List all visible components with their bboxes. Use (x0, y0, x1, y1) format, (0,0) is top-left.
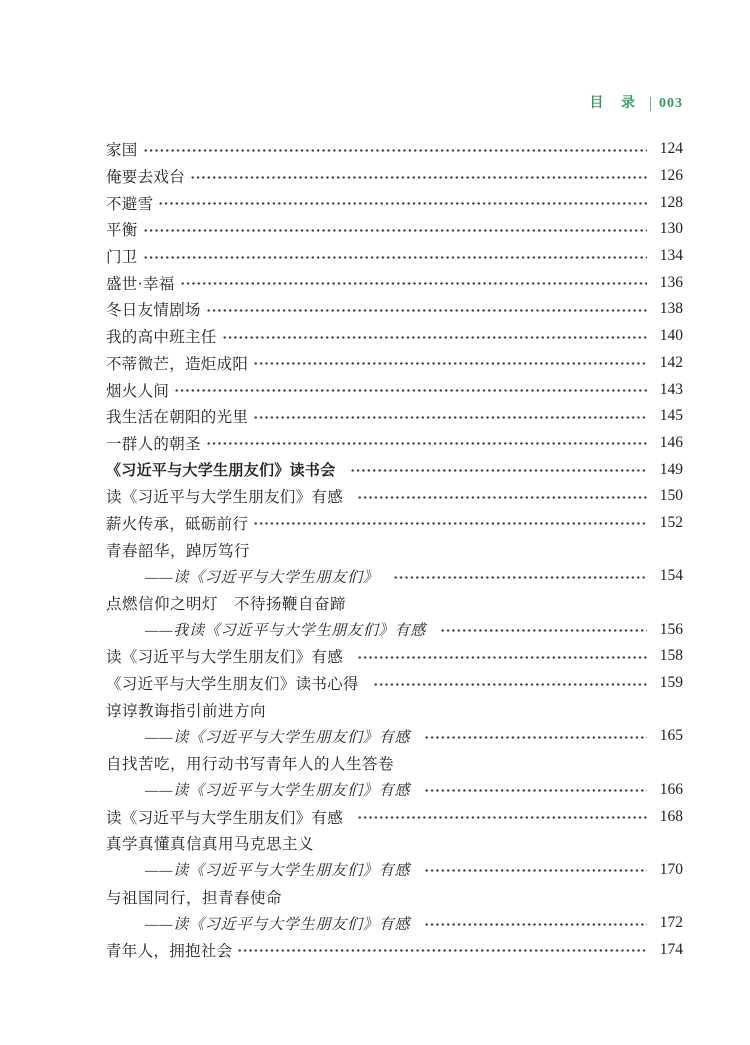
toc-page-number: 140 (659, 327, 683, 345)
toc-row (106, 616, 683, 643)
toc-entry-label: 与祖国同行，担青春使命 (106, 889, 283, 907)
toc-page-number: 128 (659, 193, 683, 211)
dotted-leader (174, 386, 647, 395)
toc-entry-label: 不蒂微芒，造炬成阳 (106, 355, 249, 373)
dotted-leader (424, 733, 647, 742)
toc-entry-label: 门卫 (106, 249, 138, 267)
toc-page-number: 150 (659, 487, 683, 505)
toc-entry-label: 青年人，拥抱社会 (106, 942, 233, 960)
toc-entry-label: ——读《习近平与大学生朋友们》有感 (145, 729, 411, 746)
toc-entry-label: ——读《习近平与大学生朋友们》有感 (145, 916, 411, 933)
toc-entry-label: ——读《习近平与大学生朋友们》有感 (145, 863, 411, 880)
toc-entry-label: 不避雪 (106, 195, 154, 213)
dotted-leader (253, 519, 647, 528)
toc-entry-label: 读《习近平与大学生朋友们》有感 (106, 489, 344, 507)
toc-row (106, 536, 683, 563)
toc-entry-label: 自找苦吃，用行动书写青年人的人生答卷 (106, 756, 395, 774)
toc-row (106, 456, 683, 483)
toc-entry-label: 《习近平与大学生朋友们》读书心得 (106, 676, 359, 694)
toc-row (106, 403, 683, 430)
toc-row (106, 243, 683, 270)
dotted-leader (190, 173, 647, 182)
toc-row (106, 590, 683, 617)
toc-row (106, 803, 683, 830)
dotted-leader (143, 146, 647, 155)
toc-entry-label: 一群人的朝圣 (106, 435, 201, 453)
toc-row (106, 323, 683, 350)
dotted-leader (253, 359, 647, 368)
toc-entry-label: 冬日友情剧场 (106, 302, 201, 320)
toc-entry-label: 读《习近平与大学生朋友们》有感 (106, 809, 344, 827)
toc-entry-label: 俺要去戏台 (106, 169, 186, 187)
toc-page-number: 124 (659, 140, 683, 158)
toc-row (106, 857, 683, 884)
toc-entry-label: 真学真懂真信真用马克思主义 (106, 836, 315, 854)
toc-page-number: 174 (659, 940, 683, 958)
toc-row (106, 723, 683, 750)
toc-row (106, 269, 683, 296)
toc-row (106, 163, 683, 190)
dotted-leader (424, 920, 647, 929)
toc-row (106, 750, 683, 777)
dotted-leader (143, 226, 647, 235)
dotted-leader (158, 199, 647, 208)
toc-row (106, 910, 683, 937)
toc-entry-label: 我的高中班主任 (106, 329, 217, 347)
toc-page-number: 134 (659, 247, 683, 265)
toc-row (106, 937, 683, 964)
toc-entry-label: 家国 (106, 142, 138, 160)
dotted-leader (357, 813, 647, 822)
toc-entry-label: 《习近平与大学生朋友们》读书会 (106, 462, 336, 480)
toc-entry-label: 薪火传承，砥砺前行 (106, 515, 249, 533)
toc-page-number: 130 (659, 220, 683, 238)
dotted-leader (357, 653, 647, 662)
dotted-leader (222, 333, 647, 342)
toc-row (106, 696, 683, 723)
toc-page-number: 158 (659, 647, 683, 665)
toc-page-number: 146 (659, 433, 683, 451)
toc-entry-label: ——读《习近平与大学生朋友们》 (145, 569, 379, 586)
toc-list (106, 136, 683, 963)
toc-row (106, 350, 683, 377)
toc-entry-label: 谆谆教诲指引前进方向 (106, 702, 267, 720)
toc-entry-label: 读《习近平与大学生朋友们》有感 (106, 649, 344, 667)
toc-row (106, 883, 683, 910)
toc-entry-label: 盛世·幸福 (106, 275, 175, 293)
toc-row (106, 830, 683, 857)
toc-page-number: 136 (659, 273, 683, 291)
toc-header-title: 目 录 (589, 96, 642, 111)
toc-page-number: 152 (659, 513, 683, 531)
dotted-leader (206, 306, 647, 315)
header-separator (650, 97, 651, 111)
dotted-leader (180, 279, 647, 288)
dotted-leader (253, 413, 647, 422)
toc-row (106, 430, 683, 457)
toc-entry-label: 点燃信仰之明灯 不待扬鞭自奋蹄 (106, 596, 347, 614)
dotted-leader (206, 439, 647, 448)
toc-page-number: 165 (659, 727, 683, 745)
toc-page-number: 170 (659, 860, 683, 878)
toc-page-number: 154 (659, 567, 683, 585)
dotted-leader (393, 573, 647, 582)
dotted-leader (237, 946, 647, 955)
toc-entry-label: ——我读《习近平与大学生朋友们》有感 (145, 623, 427, 640)
toc-page-number: 145 (659, 407, 683, 425)
toc-page-number: 156 (659, 620, 683, 638)
toc-page-number: 138 (659, 300, 683, 318)
toc-row (106, 670, 683, 697)
header-page-number: 003 (659, 96, 683, 111)
toc-row (106, 643, 683, 670)
toc-entry-label: 我生活在朝阳的光里 (106, 409, 249, 427)
toc-entry-label: 烟火人间 (106, 382, 170, 400)
dotted-leader (373, 680, 647, 689)
toc-page-number: 149 (659, 460, 683, 478)
toc-row (106, 136, 683, 163)
dotted-leader (424, 786, 647, 795)
toc-page-number: 159 (659, 674, 683, 692)
toc-row (106, 189, 683, 216)
toc-row (106, 510, 683, 537)
toc-row (106, 296, 683, 323)
toc-page-number: 168 (659, 807, 683, 825)
toc-page-number: 166 (659, 780, 683, 798)
toc-entry-label: 青春韶华，踔厉笃行 (106, 542, 251, 560)
dotted-leader (440, 626, 647, 635)
toc-row (106, 777, 683, 804)
toc-page-number: 126 (659, 167, 683, 185)
toc-page-number: 143 (659, 380, 683, 398)
toc-row (106, 563, 683, 590)
toc-row (106, 483, 683, 510)
dotted-leader (424, 866, 647, 875)
dotted-leader (357, 493, 647, 502)
toc-row (106, 376, 683, 403)
dotted-leader (143, 253, 647, 262)
toc-row (106, 216, 683, 243)
toc-page-number: 172 (659, 914, 683, 932)
page-header (590, 97, 684, 111)
toc-entry-label: 平衡 (106, 222, 138, 240)
toc-entry-label: ——读《习近平与大学生朋友们》有感 (145, 783, 411, 800)
dotted-leader (350, 466, 647, 475)
toc-page-number: 142 (659, 353, 683, 371)
